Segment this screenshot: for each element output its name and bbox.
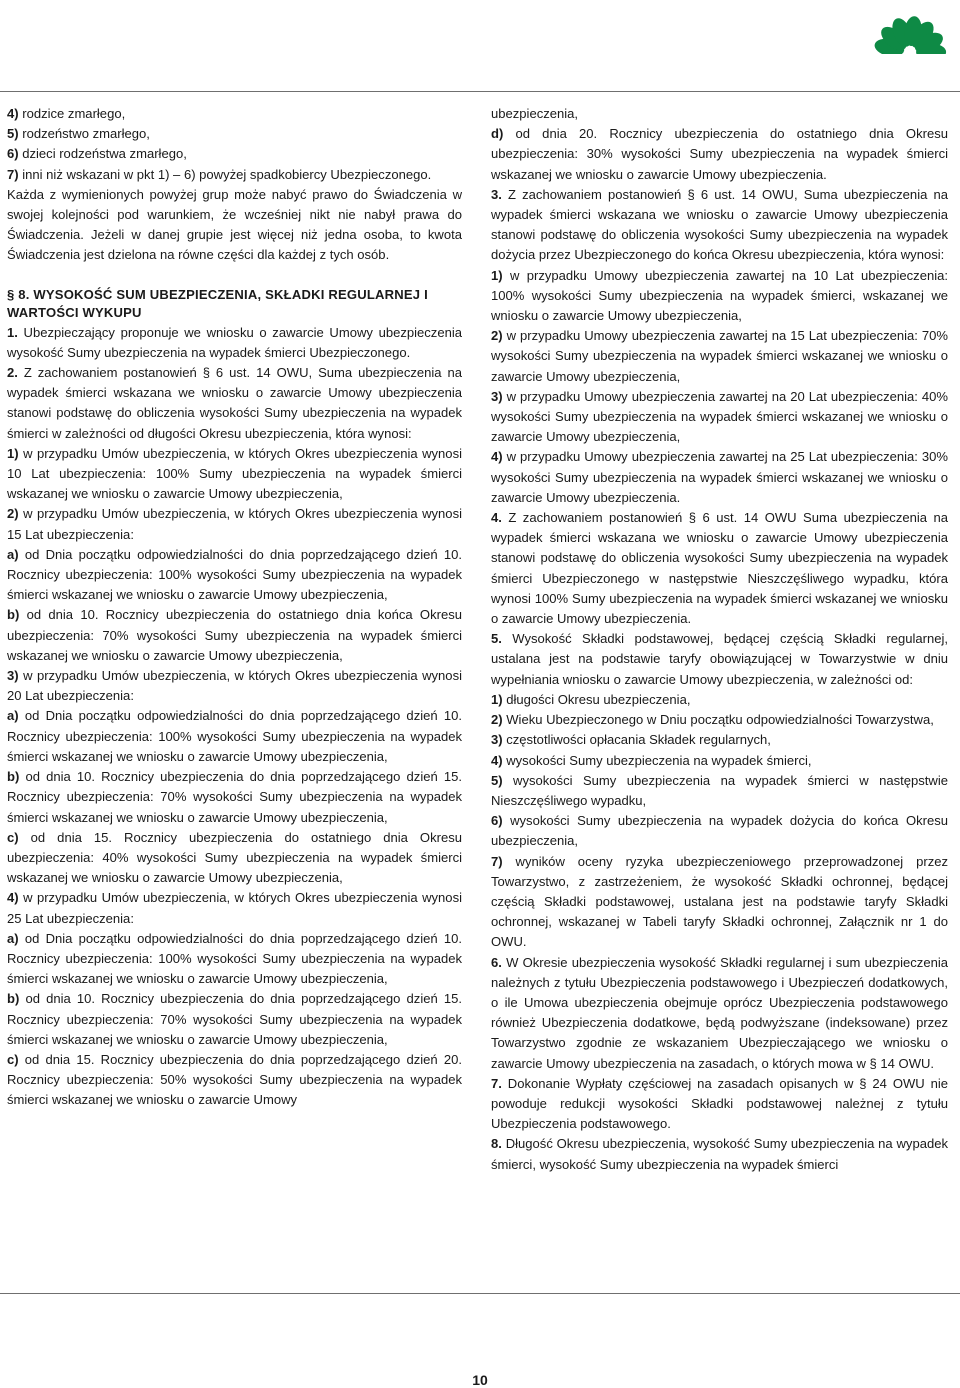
item-marker: 1.	[7, 324, 18, 340]
page-number: 10	[472, 1372, 488, 1388]
paragraph	[7, 666, 462, 706]
item-marker: 1)	[491, 267, 503, 283]
paragraph	[7, 124, 462, 144]
item-marker: d)	[491, 126, 504, 142]
paragraph-text: ubezpieczenia,	[491, 106, 579, 121]
paragraph-gap	[7, 266, 462, 286]
paragraph-text: częstotliwości opłacania Składek regularnych,	[502, 732, 771, 748]
paragraph-text: Ubezpieczający proponuje we wniosku o zawarcie Umowy ubezpieczenia wysokość Sumy ubezpieczenia na wypadek śmierci Ubezpieczonego.	[7, 324, 462, 360]
item-marker: 5.	[491, 631, 502, 647]
item-marker: 2)	[7, 506, 19, 522]
paragraph-text: od Dnia początku odpowiedzialności do dnia poprzedzającego dzień 10. Rocznicy ubezpieczenia: 100% wysokości Sumy ubezpieczenia na wypadek śmierci wskazanej we wniosku o zawarcie Umowy ubezpieczenia,	[7, 546, 462, 603]
paragraph	[491, 690, 948, 710]
paragraph-text: Z zachowaniem postanowień § 6 ust. 14 OWU, Suma ubezpieczenia na wypadek śmierci wskazana we wniosku o zawarcie Umowy ubezpieczenia stanowi podstawę do obliczenia wysokości Sumy ubezpieczenia na wypadek dożycia przez Ubezpieczonego do końca Okresu ubezpieczenia, która wynosi:	[491, 186, 948, 263]
paragraph-text: od dnia 20. Rocznicy ubezpieczenia do ostatniego dnia Okresu ubezpieczenia: 30% wysokości Sumy ubezpieczenia na wypadek śmierci wskazanej we wniosku o zawarcie Umowy ubezpieczenia.	[491, 126, 948, 182]
paragraph	[491, 811, 948, 851]
paragraph-text: od dnia 15. Rocznicy ubezpieczenia do dnia poprzedzającego dzień 20. Rocznicy ubezpieczenia: 50% wysokości Sumy ubezpieczenia na wypadek śmierci wskazanej we wniosku o zawarcie Umowy	[7, 1051, 462, 1108]
paragraph-text: w przypadku Umów ubezpieczenia, w których Okres ubezpieczenia wynosi 10 Lat ubezpieczenia: 100% Sumy ubezpieczenia na wypadek śmierci wskazanej we wniosku o zawarcie Umowy ubezpieczenia,	[7, 445, 462, 502]
item-marker: 4)	[7, 106, 19, 121]
paragraph-text: Z zachowaniem postanowień § 6 ust. 14 OWU, Suma ubezpieczenia na wypadek śmierci wskazana we wniosku o zawarcie Umowy ubezpieczenia stanowi podstawę do obliczenia wysokości Sumy ubezpieczenia na wypadek śmierci w zależności od długości Okresu ubezpieczenia, która wynosi:	[7, 365, 462, 441]
paragraph	[7, 104, 462, 124]
paragraph-text: Z zachowaniem postanowień § 6 ust. 14 OWU Suma ubezpieczenia na wypadek śmierci wskazana we wniosku o zawarcie Umowy ubezpieczenia stanowi podstawę do obliczenia wysokości Sumy ubezpieczenia na wypadek śmierci Ubezpieczonego w następstwie Nieszczęśliwego wypadku, która wynosi 100% Sumy ubezpieczenia na wypadek śmierci wskazanej we wniosku o zawarcie Umowy ubezpieczenia.	[491, 510, 948, 627]
paragraph	[491, 266, 948, 327]
item-marker: 2)	[491, 328, 503, 344]
item-marker: a)	[7, 546, 19, 562]
item-marker: a)	[7, 930, 19, 946]
paragraph-text: inni niż wskazani w pkt 1) – 6) powyżej spadkobiercy Ubezpieczonego.	[18, 166, 432, 182]
paragraph	[7, 444, 462, 505]
paragraph	[491, 185, 948, 266]
paragraph-text: w przypadku Umów ubezpieczenia, w których Okres ubezpieczenia wynosi 25 Lat ubezpieczenia:	[7, 890, 462, 926]
paragraph-text: W Okresie ubezpieczenia wysokość Składki regularnej i sum ubezpieczenia należnych z tytułu Ubezpieczenia podstawowego i Ubezpieczeń dodatkowych, o ile Umowa ubezpieczenia obejmuje oprócz Ubezpieczenia podstawowego również Ubezpieczenia dodatkowe, będą podwyższane (indeksowane) przez Towarzystwo zgodnie ze wskazaniem Ubezpieczającego we wniosku o zawarcie Umowy ubezpieczenia na zasadach, o których mowa w § 14 OWU.	[491, 954, 948, 1071]
item-marker: 2)	[491, 712, 503, 728]
paragraph	[491, 387, 948, 448]
paragraph	[7, 1050, 462, 1111]
item-marker: 4)	[491, 449, 503, 465]
item-marker: 5)	[7, 126, 19, 142]
paragraph	[491, 710, 948, 730]
paragraph-text: w przypadku Umowy ubezpieczenia zawartej na 25 Lat ubezpieczenia: 30% wysokości Sumy ubezpieczenia na wypadek śmierci wskazanej we wniosku o zawarcie Umowy ubezpieczenia.	[491, 449, 948, 505]
paragraph-text: w przypadku Umowy ubezpieczenia zawartej na 10 Lat ubezpieczenia: 100% wysokości Sumy ubezpieczenia na wypadek śmierci, wskazanej we wniosku o zawarcie Umowy ubezpieczenia,	[491, 267, 948, 324]
paragraph	[7, 605, 462, 666]
left-column	[7, 104, 462, 1111]
item-marker: 8.	[491, 1136, 502, 1152]
paragraph	[491, 751, 948, 771]
item-marker: 3.	[491, 186, 502, 202]
footer-rule	[0, 1293, 960, 1294]
right-column	[491, 104, 948, 1175]
paragraph-text: wysokości Sumy ubezpieczenia na wypadek dożycia do końca Okresu ubezpieczenia,	[491, 813, 948, 849]
item-marker: c)	[7, 1051, 19, 1067]
paragraph	[491, 1074, 948, 1135]
paragraph-text: w przypadku Umów ubezpieczenia, w których Okres ubezpieczenia wynosi 15 Lat ubezpieczenia:	[7, 506, 462, 542]
item-marker: 5)	[491, 772, 503, 788]
item-marker: 4)	[491, 752, 503, 768]
item-marker: 3)	[7, 668, 19, 684]
item-marker: 6.	[491, 954, 502, 970]
paragraph	[7, 929, 462, 990]
paragraph	[7, 828, 462, 889]
paragraph	[7, 363, 462, 444]
paragraph	[491, 730, 948, 750]
paragraph	[491, 953, 948, 1074]
paragraph-text: w przypadku Umowy ubezpieczenia zawartej na 20 Lat ubezpieczenia: 40% wysokości Sumy ubezpieczenia na wypadek śmierci wskazanej we wniosku o zawarcie Umowy ubezpieczenia,	[491, 388, 948, 445]
item-marker: 6)	[491, 813, 503, 829]
item-marker: 1)	[491, 691, 503, 707]
paragraph	[491, 124, 948, 185]
item-marker: 1)	[7, 445, 19, 461]
header-rule	[0, 91, 960, 92]
paragraph-text: Długość Okresu ubezpieczenia, wysokość Sumy ubezpieczenia na wypadek śmierci, wysokość Sumy ubezpieczenia na wypadek śmierci	[491, 1136, 948, 1172]
paragraph	[7, 185, 462, 266]
item-marker: c)	[7, 829, 19, 845]
item-marker: 6)	[7, 146, 19, 162]
paragraph-text: Dokonanie Wypłaty częściowej na zasadach opisanych w § 24 OWU nie powoduje redukcji wysokości Składki podstawowej należnej z tytułu Ubezpieczenia podstawowego.	[491, 1075, 948, 1132]
paragraph-text: od dnia 15. Rocznicy ubezpieczenia do ostatniego dnia Okresu ubezpieczenia: 40% wysokości Sumy ubezpieczenia na wypadek śmierci wskazanej we wniosku o zawarcie Umowy ubezpieczenia,	[7, 829, 462, 886]
paragraph-text: w przypadku Umów ubezpieczenia, w których Okres ubezpieczenia wynosi 20 Lat ubezpieczenia:	[7, 668, 462, 704]
paragraph	[491, 326, 948, 387]
paragraph	[491, 629, 948, 690]
paragraph-text: rodzeństwo zmarłego,	[18, 126, 150, 142]
paragraph	[491, 771, 948, 811]
paragraph-text: Wysokość Składki podstawowej, będącej częścią Składki regularnej, ustalana jest na podstawie taryfy obowiązującej w Towarzystwie w dniu wypełniania wniosku o zawarcie Umowy ubezpieczenia, w zależności od:	[491, 631, 948, 687]
paragraph	[7, 545, 462, 606]
paragraph	[491, 1134, 948, 1174]
paragraph-text: wysokości Sumy ubezpieczenia na wypadek śmierci,	[502, 752, 812, 768]
paragraph-text: wyników oceny ryzyka ubezpieczeniowego przeprowadzonej przez Towarzystwo, z zastrzeżeniem, że wysokość Składki ochronnej, będącej częścią Składki podstawowej, ustalana jest na podstawie taryfy Składki ochronnej, wskazanej w Tabeli taryfy Składki ochronnej, Załącznik nr 1 do OWU.	[491, 853, 948, 950]
paragraph	[7, 888, 462, 928]
paragraph	[7, 767, 462, 828]
paragraph-text: dzieci rodzeństwa zmarłego,	[18, 146, 187, 162]
item-marker: 4)	[7, 890, 19, 906]
paragraph	[7, 504, 462, 544]
item-marker: b)	[7, 607, 20, 623]
paragraph-text: od Dnia początku odpowiedzialności do dnia poprzedzającego dzień 10. Rocznicy ubezpieczenia: 100% wysokości Sumy ubezpieczenia na wypadek śmierci wskazanej we wniosku o zawarcie Umowy ubezpieczenia,	[7, 930, 462, 987]
paragraph-text: od Dnia początku odpowiedzialności do dnia poprzedzającego dzień 10. Rocznicy ubezpieczenia: 100% wysokości Sumy ubezpieczenia na wypadek śmierci wskazanej we wniosku o zawarcie Umowy ubezpieczenia,	[7, 708, 462, 764]
item-marker: b)	[7, 991, 20, 1007]
paragraph-text: długości Okresu ubezpieczenia,	[502, 691, 691, 707]
leaf-fan-logo	[862, 2, 958, 54]
paragraph-text: Każda z wymienionych powyżej grup może nabyć prawo do Świadczenia w swojej kolejności pod warunkiem, że wcześniej nikt nie nabył prawa do Świadczenia. Jeżeli w danej grupie jest więcej niż jedna osoba, to kwota Świadczenia jest dzielona na równe części dla każdej z tych osób.	[7, 186, 462, 263]
paragraph	[491, 508, 948, 629]
paragraph	[491, 447, 948, 508]
paragraph	[7, 144, 462, 164]
paragraph-text: od dnia 10. Rocznicy ubezpieczenia do dnia poprzedzającego dzień 15. Rocznicy ubezpieczenia: 70% wysokości Sumy ubezpieczenia na wypadek śmierci wskazanej we wniosku o zawarcie Umowy ubezpieczenia,	[7, 769, 462, 825]
paragraph-text: rodzice zmarłego,	[18, 106, 126, 121]
paragraph	[7, 989, 462, 1050]
item-marker: 7.	[491, 1075, 502, 1091]
paragraph	[7, 706, 462, 767]
paragraph	[7, 165, 462, 185]
item-marker: a)	[7, 708, 19, 724]
paragraph-text: w przypadku Umowy ubezpieczenia zawartej na 15 Lat ubezpieczenia: 70% wysokości Sumy ubezpieczenia na wypadek śmierci wskazanej we wniosku o zawarcie Umowy ubezpieczenia,	[491, 328, 948, 384]
item-marker: 3)	[491, 732, 503, 748]
section-heading: § 8. WYSOKOŚĆ SUM UBEZPIECZENIA, SKŁADKI REGULARNEJ I WARTOŚCI WYKUPU	[7, 286, 428, 321]
item-marker: 4.	[491, 510, 502, 526]
item-marker: 7)	[491, 853, 503, 869]
item-marker: 3)	[491, 388, 503, 404]
item-marker: b)	[7, 769, 20, 785]
paragraph	[7, 323, 462, 363]
paragraph-text: od dnia 10. Rocznicy ubezpieczenia do ostatniego dnia końca Okresu ubezpieczenia: 70% wysokości Sumy ubezpieczenia na wypadek śmierci wskazanej we wniosku o zawarcie Umowy ubezpieczenia,	[7, 607, 462, 663]
paragraph	[491, 852, 948, 953]
paragraph	[491, 104, 948, 124]
paragraph-text: od dnia 10. Rocznicy ubezpieczenia do dnia poprzedzającego dzień 15. Rocznicy ubezpieczenia: 70% wysokości Sumy ubezpieczenia na wypadek śmierci wskazanej we wniosku o zawarcie Umowy ubezpieczenia,	[7, 991, 462, 1047]
paragraph-text: Wieku Ubezpieczonego w Dniu początku odpowiedzialności Towarzystwa,	[502, 712, 934, 728]
item-marker: 7)	[7, 166, 19, 182]
item-marker: 2.	[7, 365, 18, 381]
paragraph-text: wysokości Sumy ubezpieczenia na wypadek śmierci w następstwie Nieszczęśliwego wypadku,	[491, 772, 948, 808]
